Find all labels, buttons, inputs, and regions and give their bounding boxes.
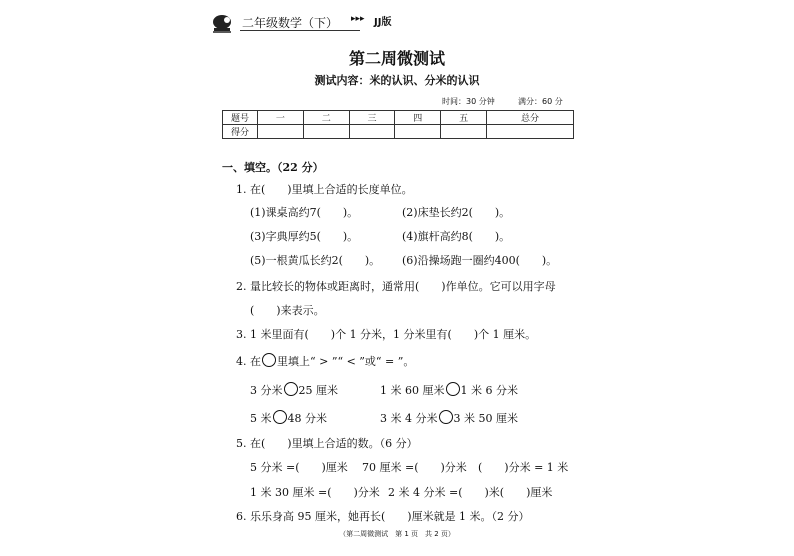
q4-right: 25 厘米 <box>298 384 338 397</box>
q4-stem-pre: 4. 在 <box>236 355 261 368</box>
question-4-stem <box>236 353 414 369</box>
edition-label: JJ版 <box>374 17 392 28</box>
full-score: 满分：60 分 <box>518 97 563 106</box>
time-limit: 时间：30 分钟 <box>442 97 495 106</box>
question-6: 6. 乐乐身高 95 厘米，她再长( )厘米就是 1 米。（2 分） <box>236 510 530 523</box>
q1-item: (3)字典厚约5( )。 <box>250 230 359 243</box>
compare-circle-icon[interactable] <box>273 410 287 424</box>
table-cell: 二 <box>303 111 349 125</box>
header-underline <box>240 30 360 31</box>
q4-left: 3 分米 <box>250 384 283 397</box>
q1-item: (2)床垫长约2( )。 <box>402 206 511 219</box>
score-input-cell[interactable] <box>441 125 487 139</box>
question-5-stem: 5. 在( )里填上合适的数。（6 分） <box>236 437 418 450</box>
q1-item: (6)沿操场跑一圈约400( )。 <box>402 254 558 267</box>
q4-item <box>380 382 518 398</box>
q4-item <box>250 410 327 426</box>
q4-right: 3 米 50 厘米 <box>453 412 518 425</box>
section-heading: 一、填空。（22 分） <box>222 161 324 174</box>
q5-item: 70 厘米 =( )分米 <box>362 461 467 474</box>
question-2-line1: 2. 量比较长的物体或距离时，通常用( )作单位。它可以用字母 <box>236 280 556 293</box>
page-footer: （第二周微测试 第 1 页 共 2 页） <box>339 530 455 538</box>
table-cell: 得分 <box>223 125 258 139</box>
q1-item: (5)一根黄瓜长约2( )。 <box>250 254 381 267</box>
score-input-cell[interactable] <box>303 125 349 139</box>
question-1-stem: 1. 在( )里填上合适的长度单位。 <box>236 183 413 196</box>
score-input-cell[interactable] <box>349 125 395 139</box>
table-cell: 三 <box>349 111 395 125</box>
q5-item: 5 分米 =( )厘米 <box>250 461 348 474</box>
score-table-score-row <box>223 125 574 139</box>
q4-stem-post: 里填上“ > ”“ < ”或“ = ”。 <box>277 355 415 368</box>
page-subtitle: 测试内容：米的认识、分米的认识 <box>314 74 480 87</box>
q4-right: 1 米 6 分米 <box>460 384 518 397</box>
score-input-cell[interactable] <box>486 125 573 139</box>
score-input-cell[interactable] <box>258 125 304 139</box>
score-input-cell[interactable] <box>395 125 441 139</box>
q4-left: 3 米 4 分米 <box>380 412 438 425</box>
q4-item <box>250 382 338 398</box>
grade-label: 二年级数学（下） <box>242 16 339 30</box>
question-3: 3. 1 米里面有( )个 1 分米，1 分米里有( )个 1 厘米。 <box>236 328 537 341</box>
q1-item: (1)课桌高约7( )。 <box>250 206 359 219</box>
compare-circle-icon[interactable] <box>284 382 298 396</box>
q4-item <box>380 410 518 426</box>
q4-left: 5 米 <box>250 412 272 425</box>
q5-item: ( )分米 = 1 米 <box>478 461 569 474</box>
q5-item: 2 米 4 分米 =( )米( )厘米 <box>388 486 553 499</box>
table-cell: 总分 <box>486 111 573 125</box>
score-table-header-row <box>223 111 574 125</box>
question-2-line2: ( )来表示。 <box>250 304 325 317</box>
compare-circle-icon[interactable] <box>439 410 453 424</box>
table-cell: 五 <box>441 111 487 125</box>
header-arrows: ▸▸▸ <box>351 14 365 24</box>
table-cell: 题号 <box>223 111 258 125</box>
running-mascot-icon <box>211 10 237 36</box>
score-table <box>222 110 574 139</box>
compare-circle-icon <box>262 353 276 367</box>
compare-circle-icon[interactable] <box>446 382 460 396</box>
table-cell: 四 <box>395 111 441 125</box>
q1-item: (4)旗杆高约8( )。 <box>402 230 511 243</box>
table-cell: 一 <box>258 111 304 125</box>
q4-right: 48 分米 <box>287 412 327 425</box>
q4-left: 1 米 60 厘米 <box>380 384 445 397</box>
page-title: 第二周微测试 <box>348 49 445 68</box>
q5-item: 1 米 30 厘米 =( )分米 <box>250 486 380 499</box>
